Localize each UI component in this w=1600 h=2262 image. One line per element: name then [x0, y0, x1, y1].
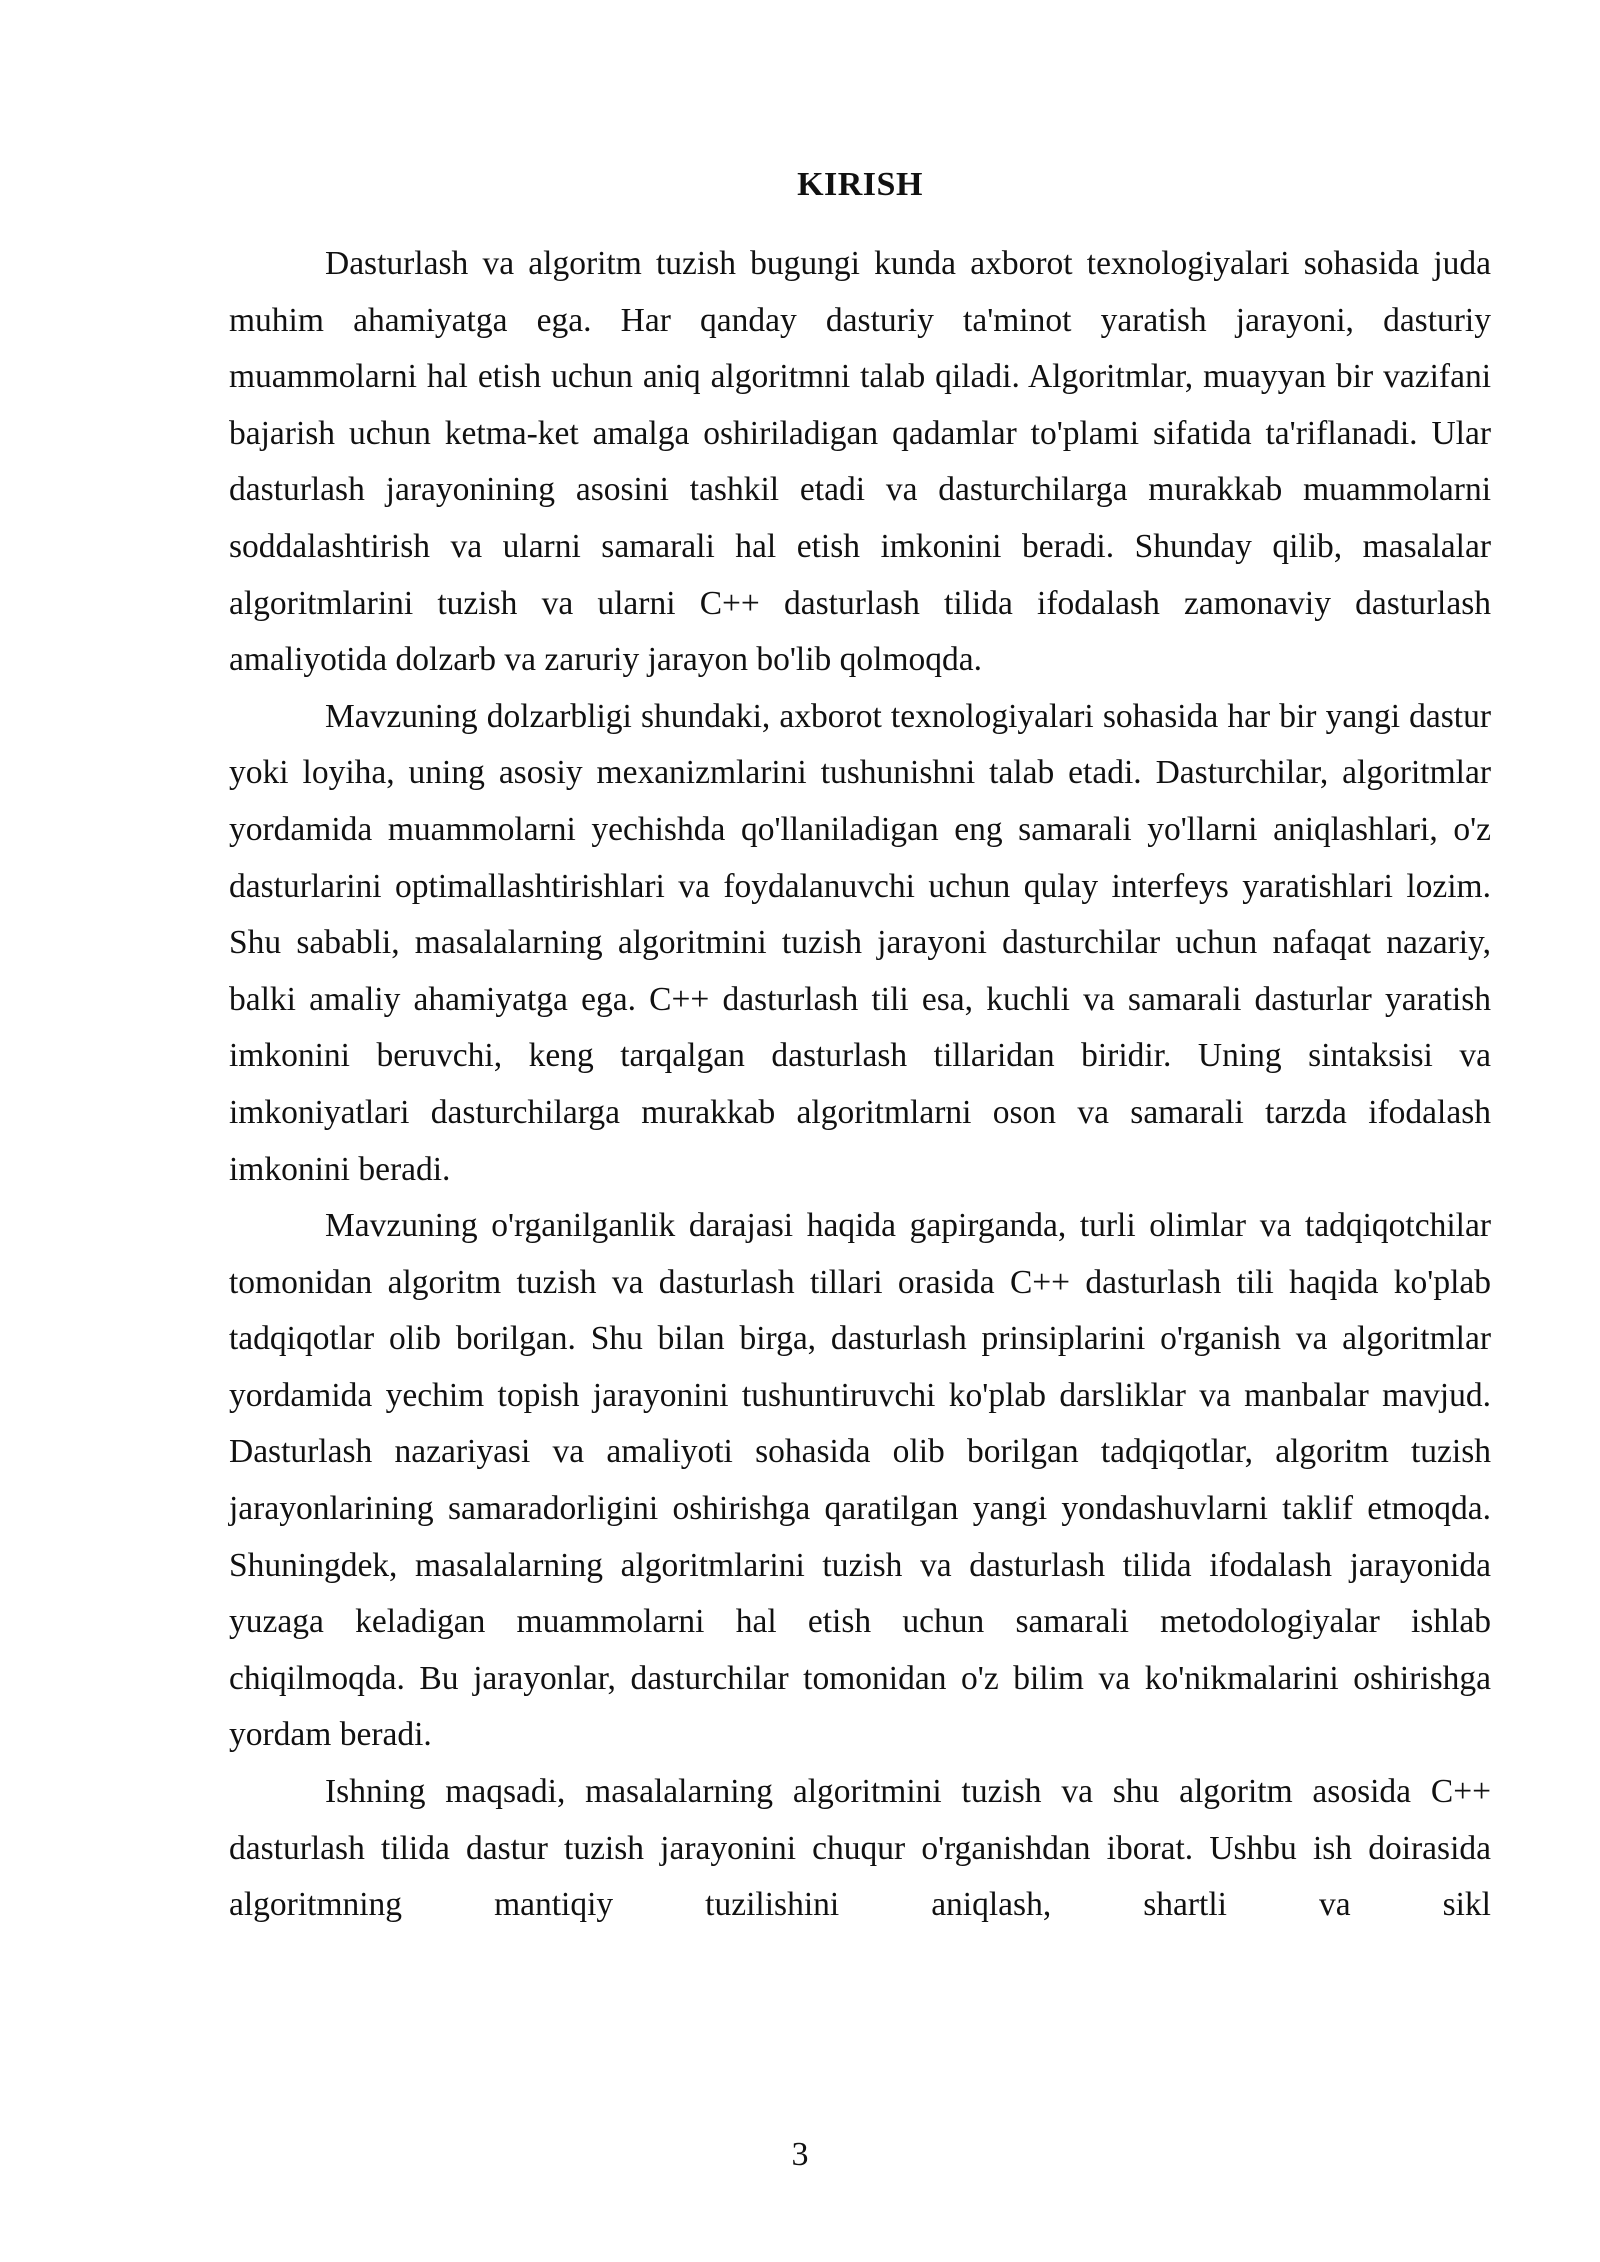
paragraph-relevance: Mavzuning dolzarbligi shundaki, axborot texnologiyalari sohasida har bir yangi dastur yoki loyiha, uning asosiy mexanizmlarini tushunishni talab etadi. Dasturchilar, algoritmlar yordamida muammolarni yechishda qo'llaniladigan eng samarali yo'llarni aniqlashlari, o'z dasturlarini optimallashtirishlari va foydalanuvchi uchun qulay interfeys yaratishlari lozim. Shu sababli, masalalarning algoritmini tuzish jarayoni dasturchilar uchun nafaqat nazariy, balki amaliy ahamiyatga ega. C++ dasturlash tili esa, kuchli va samarali dasturlar yaratish imkonini beruvchi, keng tarqalgan dasturlash tillaridan biridir. Uning sintaksisi va imkoniyatlari dasturchilarga murakkab algoritmlarni oson va samarali tarzda ifodalash imkonini beradi.: [229, 697, 1491, 1188]
section-title: KIRISH: [797, 166, 923, 203]
page-content: [229, 160, 1491, 1934]
page-number: 3: [791, 2136, 809, 2173]
paragraph-intro: Dasturlash va algoritm tuzish bugungi kunda axborot texnologiyalari sohasida juda muhim ahamiyatga ega. Har qanday dasturiy ta'minot yaratish jarayoni, dasturiy muammolarni hal etish uchun aniq algoritmni talab qiladi. Algoritmlar, muayyan bir vazifani bajarish uchun ketma-ket amalga oshiriladigan qadamlar to'plami sifatida ta'riflanadi. Ular dasturlash jarayonining asosini tashkil etadi va dasturchilarga murakkab muammolarni soddalashtirish va ularni samarali hal etish imkonini beradi. Shunday qilib, masalalar algoritmlarini tuzish va ularni C++ dasturlash tilida ifodalash zamonaviy dasturlash amaliyotida dolzarb va zaruriy jarayon bo'lib qolmoqda.: [229, 245, 1491, 679]
paragraph-study-level: Mavzuning o'rganilganlik darajasi haqida gapirganda, turli olimlar va tadqiqotchilar tomonidan algoritm tuzish va dasturlash tillari orasida C++ dasturlash tili haqida ko'plab tadqiqotlar olib borilgan. Shu bilan birga, dasturlash prinsiplarini o'rganish va algoritmlar yordamida yechim topish jarayonini tushuntiruvchi ko'plab darsliklar va manbalar mavjud. Dasturlash nazariyasi va amaliyoti sohasida olib borilgan tadqiqotlar, algoritm tuzish jarayonlarining samaradorligini oshirishga qaratilgan yangi yondashuvlarni taklif etmoqda. Shuningdek, masalalarning algoritmlarini tuzish va dasturlash tilida ifodalash jarayonida yuzaga keladigan muammolarni hal etish uchun samarali metodologiyalar ishlab chiqilmoqda. Bu jarayonlar, dasturchilar tomonidan o'z bilim va ko'nikmalarini oshirishga yordam beradi.: [229, 1207, 1491, 1754]
paragraph-goal: Ishning maqsadi, masalalarning algoritmini tuzish va shu algoritm asosida C++ dasturlash tilida dastur tuzish jarayonini chuqur o'rganishdan iborat. Ushbu ish doirasida algoritmning mantiqiy tuzilishini aniqlash, shartli va sikl: [229, 1773, 1491, 1924]
